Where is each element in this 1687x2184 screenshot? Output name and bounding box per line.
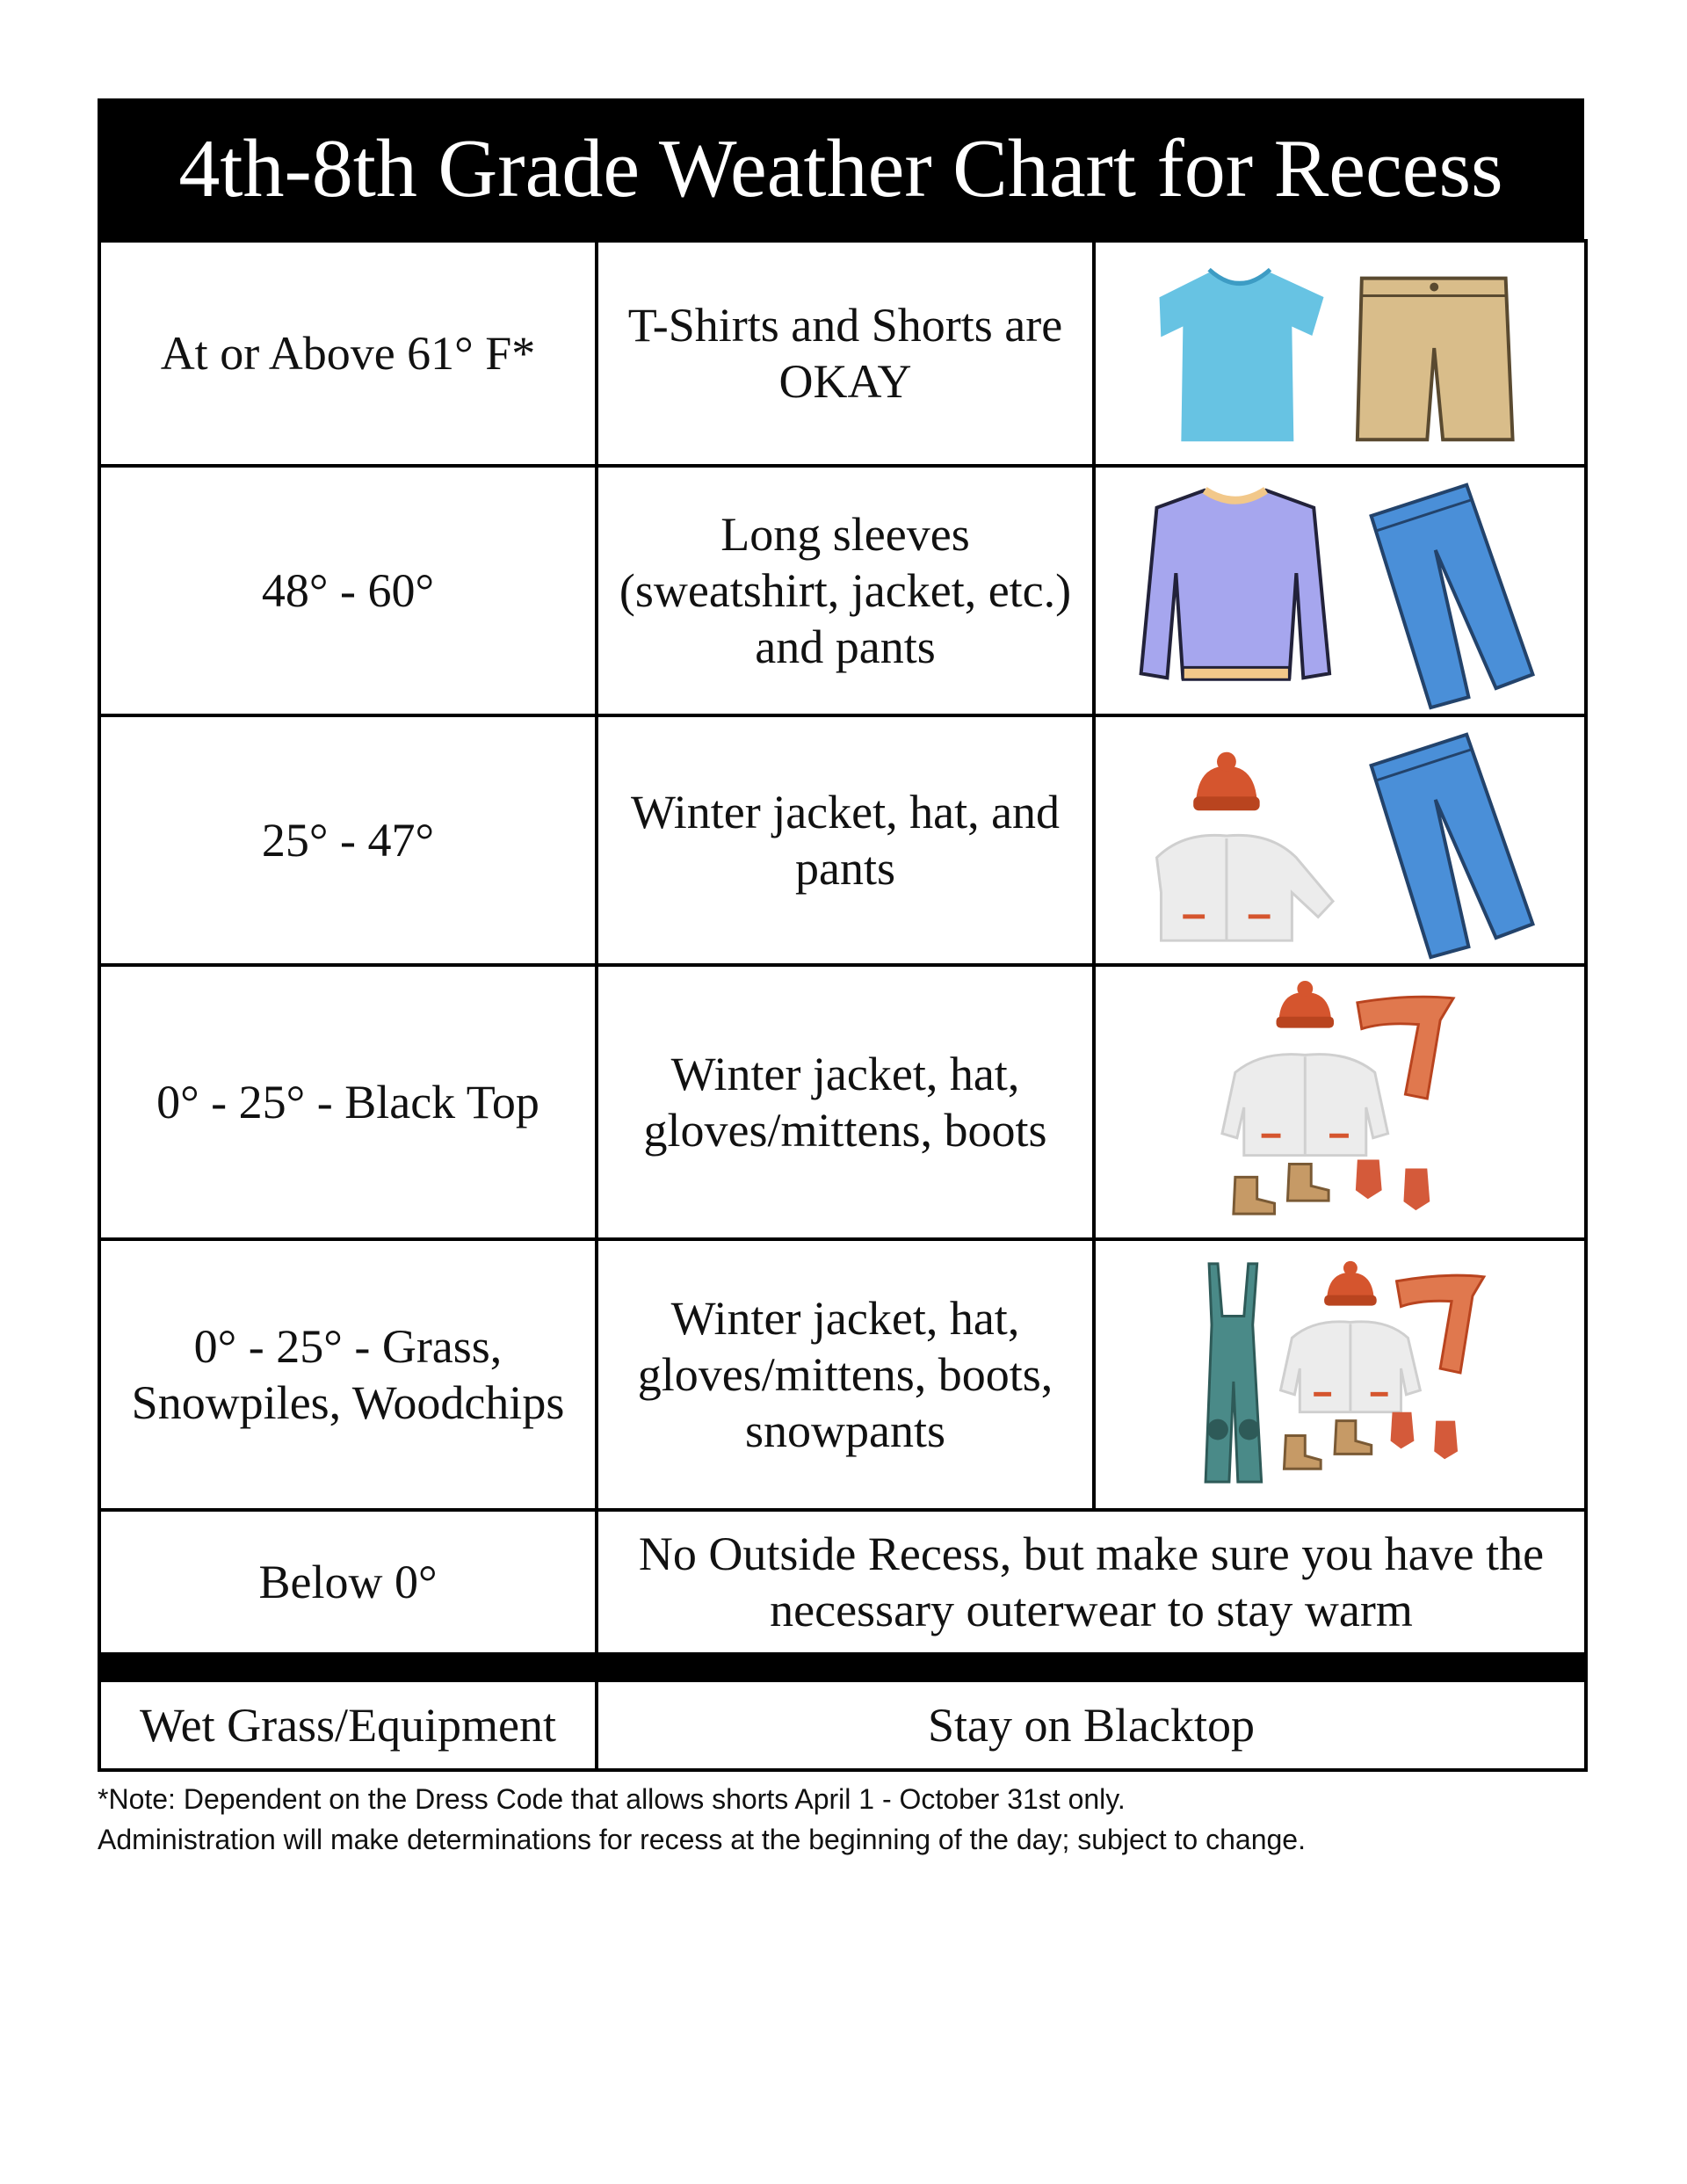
- footnote: *Note: Dependent on the Dress Code that allows shorts April 1 - October 31st only.: [98, 1783, 1126, 1815]
- snowpants-icon: [1206, 1264, 1262, 1482]
- winter-jacket-icon: [1280, 1322, 1420, 1412]
- weather-chart: [98, 98, 1584, 1772]
- action-cell: Stay on Blacktop: [597, 1680, 1586, 1770]
- clothing-illustration: [1096, 717, 1584, 963]
- table-row: [99, 1239, 1586, 1510]
- clothing-image-cell: [1094, 1239, 1586, 1510]
- table-row: [99, 466, 1586, 715]
- weather-table: [98, 239, 1588, 1772]
- clothing-illustration: [1096, 967, 1584, 1237]
- table-separator: [99, 1654, 1586, 1680]
- temperature-cell: 25° - 47°: [99, 715, 597, 965]
- condition-cell: Wet Grass/Equipment: [99, 1680, 597, 1770]
- winter-jacket-icon: [1157, 835, 1334, 940]
- sweatshirt-icon: [1141, 490, 1329, 679]
- clothing-image-cell: [1094, 715, 1586, 965]
- jeans-icon: [1369, 733, 1533, 959]
- clothing-cell: Winter jacket, hat, gloves/mittens, boots, snowpants: [597, 1239, 1094, 1510]
- temperature-cell: At or Above 61° F*: [99, 241, 597, 466]
- winter-hat-icon: [1193, 752, 1259, 811]
- temperature-cell: Below 0°: [99, 1510, 597, 1654]
- temperature-cell: 48° - 60°: [99, 466, 597, 715]
- winter-hat-icon: [1277, 981, 1335, 1028]
- clothing-image-cell: [1094, 466, 1586, 715]
- t-shirt-icon: [1157, 270, 1328, 445]
- clothing-cell: T-Shirts and Shorts are OKAY: [597, 241, 1094, 466]
- clothing-image-cell: [1094, 241, 1586, 466]
- boots-icon: [1284, 1421, 1371, 1469]
- table-row: [99, 965, 1586, 1239]
- clothing-illustration: [1096, 243, 1584, 464]
- clothing-illustration: [1096, 1241, 1584, 1508]
- clothing-cell: Winter jacket, hat, gloves/mittens, boots: [597, 965, 1094, 1239]
- table-row: [99, 241, 1586, 466]
- jeans-icon: [1369, 483, 1533, 709]
- clothing-image-cell: [1094, 965, 1586, 1239]
- footnotes: [98, 1779, 1306, 1860]
- clothing-cell: No Outside Recess, but make sure you have the necessary outerwear to stay warm: [597, 1510, 1586, 1654]
- clothing-illustration: [1096, 468, 1584, 714]
- clothing-cell: Long sleeves (sweatshirt, jacket, etc.) and pants: [597, 466, 1094, 715]
- winter-jacket-icon: [1222, 1055, 1388, 1156]
- gloves-icon: [1391, 1412, 1458, 1460]
- clothing-cell: Winter jacket, hat, and pants: [597, 715, 1094, 965]
- temperature-cell: 0° - 25° - Black Top: [99, 965, 597, 1239]
- table-row: [99, 715, 1586, 965]
- footnote: Administration will make determinations for recess at the beginning of the day; subject to change.: [98, 1824, 1306, 1855]
- boots-icon: [1234, 1164, 1329, 1214]
- winter-hat-icon: [1324, 1261, 1377, 1306]
- temperature-cell: 0° - 25° - Grass, Snowpiles, Woodchips: [99, 1239, 597, 1510]
- chart-title: 4th-8th Grade Weather Chart for Recess: [98, 98, 1584, 239]
- gloves-icon: [1356, 1160, 1430, 1211]
- table-row: [99, 1680, 1586, 1770]
- table-row: [99, 1510, 1586, 1654]
- shorts-icon: [1358, 279, 1513, 440]
